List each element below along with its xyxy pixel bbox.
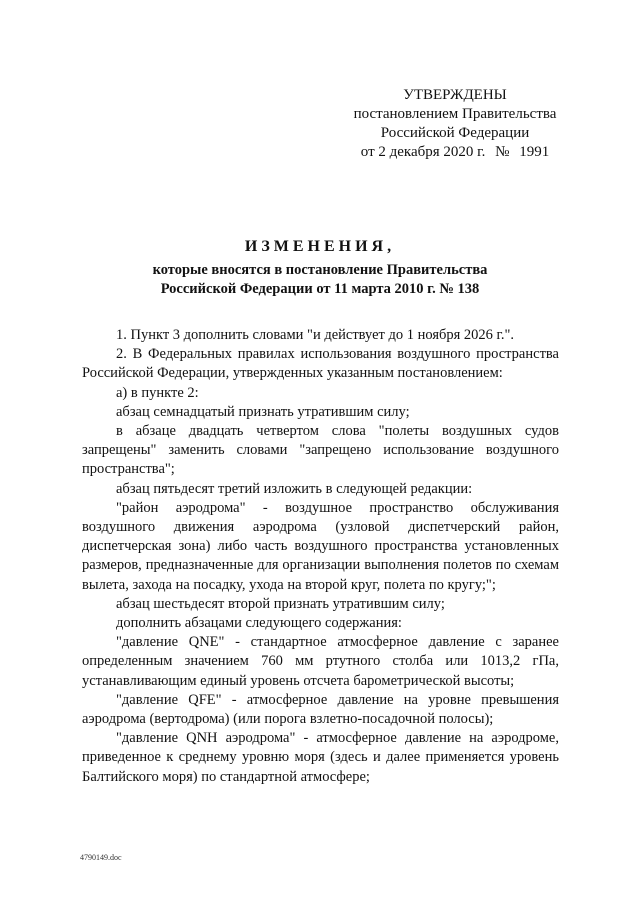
document-title: ИЗМЕНЕНИЯ, bbox=[244, 238, 396, 255]
paragraph: 2. В Федеральных правилах использования воздушного пространства Российской Федерации, утвержденных указанным постановлением: bbox=[82, 346, 559, 382]
paragraph: дополнить абзацами следующего содержания: bbox=[116, 615, 402, 632]
approval-block bbox=[330, 86, 580, 162]
paragraph: "давление QFE" - атмосферное давление на уровне превышения аэродрома (вертодрома) (или порога взлетно-посадочной полосы); bbox=[82, 691, 559, 728]
paragraph: 1. Пункт 3 дополнить словами "и действует до 1 ноября 2026 г.". bbox=[116, 327, 515, 343]
subtitle-line-1: которые вносятся в постановление Правительства bbox=[152, 262, 488, 278]
paragraph: абзац семнадцатый признать утратившим силу; bbox=[116, 403, 410, 420]
file-name-footer: 4790149.doc bbox=[80, 853, 122, 862]
approval-line-1: постановлением Правительства bbox=[353, 106, 557, 122]
paragraph: "давление QNH аэродрома" - атмосферное давление на аэродроме, приведенное к среднему уровню моря (здесь и далее применяется уровень Балтийского моря) по стандартной атмосфере; bbox=[82, 730, 559, 785]
paragraph: а) в пункте 2: bbox=[116, 384, 199, 401]
approval-heading: УТВЕРЖДЕНЫ bbox=[403, 87, 507, 103]
approval-number: 1991 bbox=[519, 144, 550, 160]
paragraph: в абзаце двадцать четвертом слова "полеты воздушных судов запрещены" заменить словами "запрещено использование воздушного пространства"; bbox=[82, 423, 559, 478]
approval-number-sign: № bbox=[495, 144, 510, 160]
subtitle-line-2: Российской Федерации от 11 марта 2010 г. № 138 bbox=[160, 281, 480, 297]
approval-date: от 2 декабря 2020 г. bbox=[360, 144, 486, 160]
paragraph: "давление QNE" - стандартное атмосферное давление с заранее определенным значением 760 мм ртутного столба или 1013,2 гПа, устанавливающим единый уровень отсчета барометрической высоты; bbox=[82, 634, 559, 689]
approval-date-line bbox=[330, 143, 580, 162]
paragraph: "район аэродрома" - воздушное пространство обслуживания воздушного движения аэродрома (узловой диспетчерский район, диспетчерская зона) либо часть воздушного пространства установленных размеров, предназначенные для организации выполнения полетов по схемам вылета, захода на посадку, ухода на второй круг, полета по кругу;"; bbox=[82, 499, 559, 593]
approval-line-2: Российской Федерации bbox=[380, 125, 530, 141]
document-subtitle bbox=[0, 261, 640, 299]
paragraph: абзац шестьдесят второй признать утратившим силу; bbox=[116, 595, 445, 612]
paragraph: абзац пятьдесят третий изложить в следующей редакции: bbox=[116, 480, 473, 497]
document-body bbox=[82, 326, 559, 787]
